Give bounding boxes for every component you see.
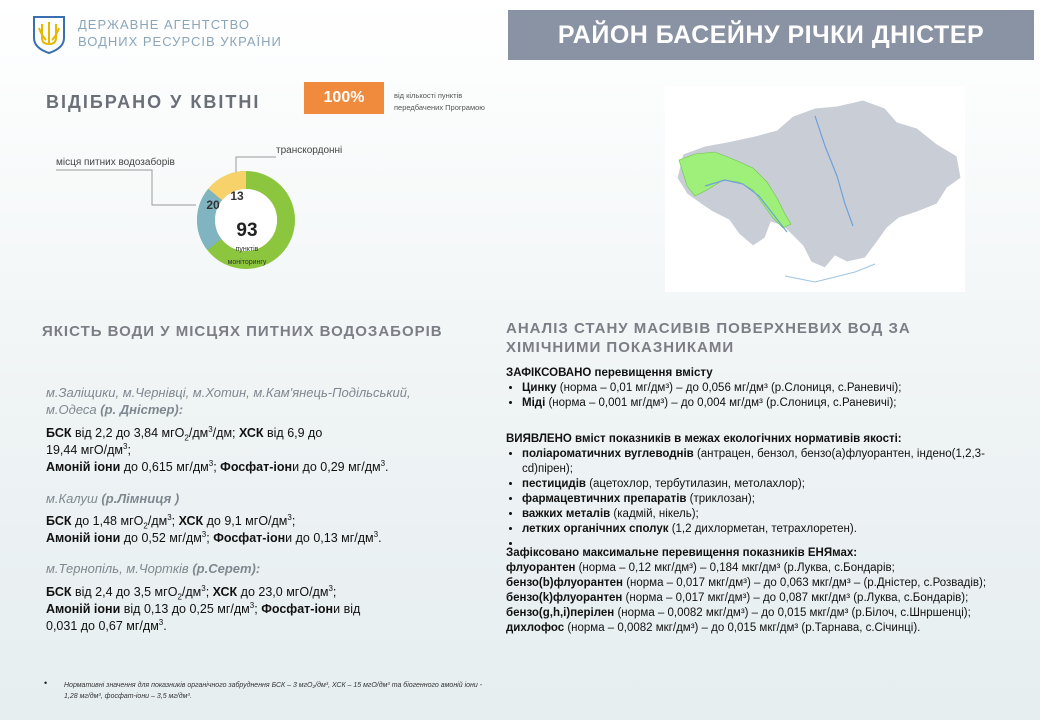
g1-bsk-value: від 2,2 до 3,84 мгО <box>71 426 185 440</box>
percent-note <box>394 90 485 114</box>
max-item-name: бензо(k)флуорантен <box>506 592 623 604</box>
sampled-title: ВІДІБРАНО У КВІТНІ <box>46 92 261 112</box>
g3-hsk-value: до 23,0 мгО/дм <box>237 585 329 599</box>
group3-values <box>46 584 486 635</box>
group1-location-city2: м.Одеса <box>46 402 101 417</box>
g1-dot: . <box>385 460 389 474</box>
percent-badge: 100% <box>304 82 384 114</box>
max-item-name: бензо(g,h,i)перілен <box>506 607 615 619</box>
group1-values <box>46 425 486 476</box>
percent-note-line2: передбачених Програмою <box>394 103 485 112</box>
g1-bsk-unit: /дм <box>188 426 209 440</box>
exceed-item-text: (норма – 0,01 мг/дм³) – до 0,056 мг/дм³ (р.Слониця, с.Раневичі); <box>556 382 902 394</box>
g1-hsk-value: від 6,9 до <box>263 426 323 440</box>
g1-hsk-label: ХСК <box>239 426 264 440</box>
group2-location <box>46 490 179 507</box>
g3-phosphate-value: и від <box>333 602 361 616</box>
transboundary-label: транскордонні <box>276 145 343 156</box>
exceed-list <box>506 381 1006 411</box>
drinking-label: місця питних водозаборів <box>56 157 175 168</box>
g3-sep1: ; <box>205 585 213 599</box>
g3-sup4: 3 <box>158 617 164 627</box>
max-item <box>506 561 1026 576</box>
g2-hsk-label: ХСК <box>178 514 204 528</box>
g1-hsk-value2: 19,44 мгО/дм <box>46 443 123 457</box>
max-item-text: (норма – 0,017 мкг/дм³) – до 0,087 мкг/дм³ (р.Луква, с.Бондарів); <box>622 592 969 604</box>
found-item-name: поліароматичних вуглеводнів <box>522 448 694 460</box>
g1-ammonium-value: до 0,615 мг/дм <box>120 460 209 474</box>
found-item-text: (антрацен, бензол, бензо(а)флуорантен, індено(1,2,3-cd)пірен); <box>522 448 985 475</box>
found-item-name: летких органічних сполук <box>522 523 669 535</box>
max-item <box>506 576 1026 591</box>
drinking-leader-line <box>56 170 196 205</box>
group3-river: (р.Серет): <box>192 561 261 576</box>
g3-bsk-value: від 2,4 до 3,5 мгО <box>71 585 178 599</box>
max-item-text: (норма – 0,0082 мкг/дм³) – до 0,015 мкг/дм³ (р.Тарнава, с.Січинці). <box>564 622 921 634</box>
analysis-title: АНАЛІЗ СТАНУ МАСИВІВ ПОВЕРХНЕВИХ ВОД ЗА ХІМІЧНИМИ ПОКАЗНИКАМИ <box>506 320 911 356</box>
g2-sup3: 3 <box>201 529 207 539</box>
g2-phosphate-label: Фосфат-іон <box>213 531 286 545</box>
max-item <box>506 606 1026 621</box>
g2-bsk-value: до 1,48 мгО <box>71 514 144 528</box>
max-heading: Зафіксовано максимальне перевищення показників ЕНЯмах: <box>506 547 858 559</box>
g1-phosphate-label: Фосфат-іон <box>220 460 293 474</box>
exceed-item <box>522 396 1006 411</box>
max-item-text: (норма – 0,017 мкг/дм³) – до 0,063 мкг/дм³ – (р.Дністер, с.Розвадів); <box>623 577 987 589</box>
g3-sup3: 3 <box>249 600 255 610</box>
g3-phosphate-value2: 0,031 до 0,67 мг/дм <box>46 619 159 633</box>
g2-sub1: 2 <box>143 521 148 531</box>
g1-sup1: 3 <box>208 424 213 434</box>
g1-sup2: 3 <box>123 441 128 451</box>
g3-ammonium-label: Амоній іони <box>46 602 121 616</box>
group1-location-cities: м.Заліщики, м.Чернівці, м.Хотин, м.Кам'янець-Подільський, <box>46 385 411 400</box>
max-item-name: дихлофос <box>506 622 565 634</box>
found-item-text: (триклозан); <box>686 493 755 505</box>
g2-bsk-label: БСК <box>46 514 72 528</box>
group2-city: м.Калуш <box>46 491 102 506</box>
footnote-bullet: • <box>44 678 48 688</box>
agency-name <box>78 16 282 50</box>
group2-values <box>46 513 486 547</box>
g2-ammonium-value: до 0,52 мг/дм <box>120 531 202 545</box>
g1-sup3: 3 <box>208 458 214 468</box>
g3-bsk-unit: /дм <box>181 585 202 599</box>
g2-sup2: 3 <box>287 512 292 522</box>
g1-sub1: 2 <box>184 433 189 443</box>
g2-sup1: 3 <box>167 512 172 522</box>
g2-bsk-unit: /дм <box>147 514 168 528</box>
g3-hsk-label: ХСК <box>212 585 238 599</box>
donut-total-label2: моніторингу <box>227 259 267 266</box>
g3-sep2: ; <box>332 585 337 599</box>
max-item-text: (норма – 0,0082 мкг/дм³) – до 0,015 мкг/дм³ (р.Білоч, с.Шнршенці); <box>614 607 971 619</box>
agency-name-line1: ДЕРЖАВНЕ АГЕНТСТВО <box>78 17 250 32</box>
exceed-item-name: Міді <box>522 397 546 409</box>
g3-dot: . <box>163 619 167 633</box>
g2-sup4: 3 <box>373 529 379 539</box>
donut-drinking-value: 20 <box>206 198 220 212</box>
found-item-text: (ацетохлор, тербутилазин, метолахлор); <box>586 478 805 490</box>
found-block <box>506 432 1016 552</box>
found-item-name: пестицидів <box>522 478 586 490</box>
g3-phosphate-label: Фосфат-іон <box>261 602 334 616</box>
monitoring-donut-chart <box>186 170 306 290</box>
exceed-item-text: (норма – 0,001 мг/дм³) – до 0,004 мг/дм³ (р.Слониця, с.Раневичі); <box>545 397 897 409</box>
g1-phosphate-value: и до 0,29 мг/дм <box>292 460 381 474</box>
exceed-heading: ЗАФІКСОВАНО перевищення вмісту <box>506 367 713 379</box>
donut-transboundary-value: 13 <box>230 189 244 203</box>
percent-note-line1: від кількості пунктів <box>394 91 463 100</box>
quality-title: ЯКІСТЬ ВОДИ У МІСЦЯХ ПИТНИХ ВОДОЗАБОРІВ <box>42 323 443 340</box>
g1-bsk-label: БСК <box>46 426 72 440</box>
max-item <box>506 591 1026 606</box>
donut-total-label1: пунктів <box>235 246 259 253</box>
g1-sep2: ; <box>127 443 131 457</box>
found-item-name: фармацевтичних препаратів <box>522 493 687 505</box>
g2-phosphate-value: и до 0,13 мг/дм <box>285 531 374 545</box>
footnote: Нормативні значення для показників органічного забруднення БСК – 3 мгО₂/дм³, ХСК – 15 мгО/дм³ та біогенного амоній іони - 1,28 мг/дм³, фосфат-іони – 3,5 мг/дм³. <box>64 682 483 700</box>
g1-sep1: ; <box>232 426 239 440</box>
g3-bsk-label: БСК <box>46 585 72 599</box>
found-item <box>522 507 1016 522</box>
g1-bsk-unit2: /дм <box>212 426 233 440</box>
group1-river: (р. Дністер): <box>100 402 184 417</box>
g1-sup4: 3 <box>380 458 386 468</box>
exceed-item-name: Цинку <box>522 382 557 394</box>
found-item <box>522 492 1016 507</box>
group1-location <box>46 384 476 418</box>
found-list <box>506 447 1016 552</box>
g3-sup1: 3 <box>201 583 206 593</box>
g2-sep3: ; <box>206 531 214 545</box>
g3-ammonium-value: від 0,13 до 0,25 мг/дм <box>120 602 250 616</box>
agency-name-line2: ВОДНИХ РЕСУРСІВ УКРАЇНИ <box>78 34 282 49</box>
ukraine-basin-map <box>665 86 965 292</box>
g2-hsk-value: до 9,1 мгО/дм <box>203 514 288 528</box>
found-heading: ВИЯВЛЕНО вміст показників в межах екологічних нормативів якості: <box>506 433 902 445</box>
group3-location <box>46 560 260 577</box>
exceed-item <box>522 381 1006 396</box>
found-item-name: важких металів <box>522 508 611 520</box>
group2-river: (р.Лімниця ) <box>101 491 180 506</box>
g2-dot: . <box>378 531 382 545</box>
found-item <box>522 447 1016 477</box>
donut-total-value: 93 <box>236 220 258 241</box>
page-title: РАЙОН БАСЕЙНУ РІЧКИ ДНІСТЕР <box>508 10 1034 60</box>
max-item-name: бензо(b)флуорантен <box>506 577 623 589</box>
g2-sep1: ; <box>171 514 179 528</box>
g1-ammonium-label: Амоній іони <box>46 460 121 474</box>
g3-sup2: 3 <box>328 583 333 593</box>
trident-logo-icon <box>30 14 68 54</box>
g2-ammonium-label: Амоній іони <box>46 531 121 545</box>
found-item <box>522 477 1016 492</box>
exceed-block <box>506 366 1006 411</box>
group3-cities: м.Тернопіль, м.Чортків <box>46 561 193 576</box>
g3-sub1: 2 <box>177 592 182 602</box>
max-item-text: (норма – 0,12 мкг/дм³) – 0,184 мкг/дм³ (р.Луква, с.Бондарів; <box>575 562 895 574</box>
found-item-text: (1,2 дихлорметан, тетрахлоретен). <box>668 523 857 535</box>
g3-sep3: ; <box>254 602 262 616</box>
found-item-text: (кадмій, нікель); <box>610 508 699 520</box>
g1-sep3: ; <box>213 460 221 474</box>
max-item <box>506 621 1026 636</box>
max-item-name: флуорантен <box>506 562 576 574</box>
found-item <box>522 522 1016 537</box>
max-block <box>506 546 1026 636</box>
g2-sep2: ; <box>291 514 296 528</box>
